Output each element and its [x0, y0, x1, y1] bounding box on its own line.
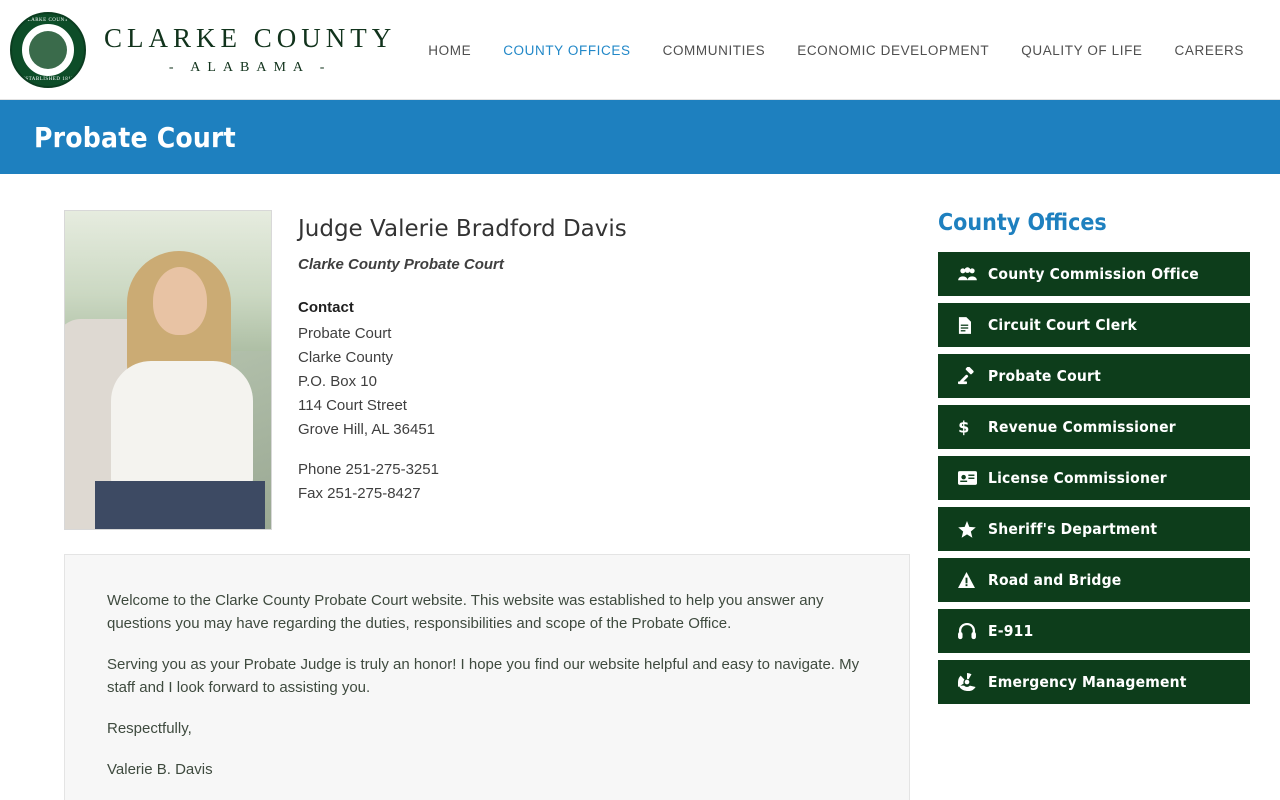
contact-address-line: P.O. Box 10 [298, 373, 377, 390]
county-seal-icon [10, 12, 86, 88]
gavel-icon [958, 367, 988, 385]
contact-address-line: Clarke County [298, 349, 394, 366]
dollar-icon [958, 418, 988, 436]
judge-office-subtitle: Clarke County Probate Court [298, 256, 504, 273]
sidebar-item-label: Revenue Commissioner [988, 418, 1176, 436]
sidebar-item-revenue-commissioner[interactable] [938, 405, 1250, 449]
contact-address-line: 114 Court Street [298, 397, 407, 414]
nav-item-careers[interactable]: CAREERS [1174, 42, 1244, 58]
welcome-message-box [64, 554, 910, 800]
main-column [30, 210, 910, 800]
sidebar [910, 210, 1250, 711]
sidebar-item-label: License Commissioner [988, 469, 1167, 487]
site-header [0, 0, 1280, 100]
seal-top-text: CLARKE COUNTY [23, 17, 73, 23]
contact-address-line: Grove Hill, AL 36451 [298, 421, 436, 438]
judge-portrait-image [64, 210, 272, 530]
sidebar-item-road-and-bridge[interactable] [938, 558, 1250, 602]
star-icon [958, 521, 988, 538]
sidebar-item-label: County Commission Office [988, 265, 1199, 283]
judge-profile [64, 210, 910, 530]
brand-line-1: CLARKE COUNTY [104, 23, 397, 53]
nav-item-communities[interactable]: COMMUNITIES [662, 42, 766, 58]
brand-line-2: - ALABAMA - [168, 60, 332, 75]
judge-info [298, 210, 627, 506]
nav-item-home[interactable]: HOME [428, 42, 472, 58]
sidebar-item-label: Road and Bridge [988, 571, 1122, 589]
sidebar-item-county-commission-office[interactable] [938, 252, 1250, 296]
welcome-paragraph: Serving you as your Probate Judge is truly an honor! I hope you find our website helpful and easy to navigate. My staff and I look forward to assisting you. [107, 656, 860, 696]
judge-name: Judge Valerie Bradford Davis [298, 216, 627, 242]
seal-bottom-text: ESTABLISHED 1812 [21, 76, 75, 82]
nav-item-economic-development[interactable]: ECONOMIC DEVELOPMENT [797, 42, 990, 58]
sidebar-item-label: E-911 [988, 622, 1034, 640]
sidebar-title: County Offices [938, 210, 1107, 236]
sidebar-item-circuit-court-clerk[interactable] [938, 303, 1250, 347]
main-navigation [412, 0, 1260, 100]
nav-item-county-offices[interactable]: COUNTY OFFICES [503, 42, 631, 58]
page-content [0, 174, 1280, 800]
nav-item-quality-of-life[interactable]: QUALITY OF LIFE [1021, 42, 1143, 58]
welcome-paragraph: Welcome to the Clarke County Probate Court website. This website was established to help you answer any questions you may have regarding the duties, responsibilities and scope of the Probate Office. [107, 592, 824, 632]
id-card-icon [958, 471, 988, 485]
page-title-band [0, 100, 1280, 174]
page-title: Probate Court [34, 120, 236, 154]
sidebar-item-label: Emergency Management [988, 673, 1187, 691]
radiation-icon [958, 673, 988, 691]
svg-text:$: $ [958, 418, 969, 436]
contact-fax: Fax 251-275-8427 [298, 485, 421, 502]
sidebar-item-sheriffs-department[interactable] [938, 507, 1250, 551]
sidebar-item-probate-court[interactable] [938, 354, 1250, 398]
sidebar-item-e911[interactable] [938, 609, 1250, 653]
sidebar-item-emergency-management[interactable] [938, 660, 1250, 704]
sidebar-item-license-commissioner[interactable] [938, 456, 1250, 500]
sidebar-item-label: Circuit Court Clerk [988, 316, 1137, 334]
file-text-icon [958, 317, 988, 334]
site-logo[interactable] [0, 12, 396, 88]
contact-address-line: Probate Court [298, 325, 392, 342]
contact-phone: Phone 251-275-3251 [298, 461, 439, 478]
users-icon [958, 267, 988, 281]
road-sign-icon [958, 572, 988, 588]
brand-wordmark [104, 23, 396, 76]
sidebar-item-label: Probate Court [988, 367, 1101, 385]
welcome-signature: Valerie B. Davis [107, 761, 213, 778]
sidebar-item-label: Sheriff's Department [988, 520, 1158, 538]
headset-icon [958, 623, 988, 640]
welcome-closing: Respectfully, [107, 720, 192, 737]
contact-heading: Contact [298, 299, 354, 316]
